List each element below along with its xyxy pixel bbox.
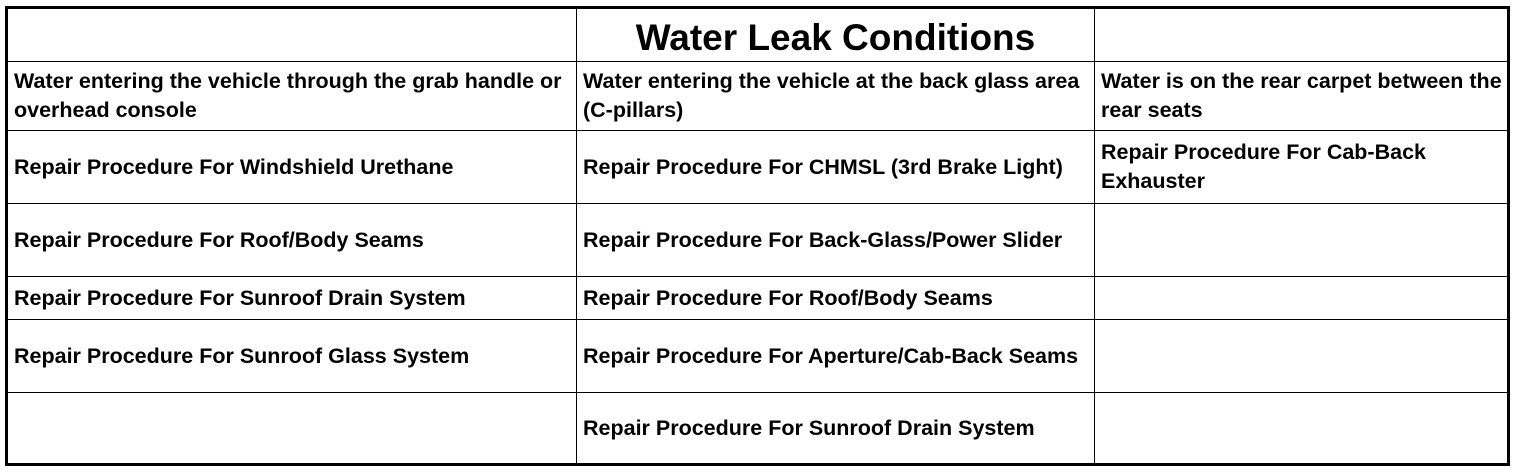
table-title: Water Leak Conditions	[577, 8, 1095, 62]
conditions-row	[7, 62, 1509, 131]
table-cell	[1095, 393, 1509, 465]
title-empty-cell-left	[7, 8, 577, 62]
table-cell: Repair Procedure For Roof/Body Seams	[577, 277, 1095, 320]
table-cell: Repair Procedure For Cab-Back Exhauster	[1095, 131, 1509, 204]
table-cell: Repair Procedure For Aperture/Cab-Back Seams	[577, 320, 1095, 393]
table-cell: Repair Procedure For Sunroof Glass System	[7, 320, 577, 393]
table-cell	[1095, 277, 1509, 320]
condition-grab-handle: Water entering the vehicle through the grab handle or overhead console	[7, 62, 577, 131]
table-cell: Repair Procedure For Sunroof Drain System	[7, 277, 577, 320]
condition-back-glass: Water entering the vehicle at the back glass area (C-pillars)	[577, 62, 1095, 131]
table-cell: Repair Procedure For Back-Glass/Power Slider	[577, 204, 1095, 277]
table-row	[7, 131, 1509, 204]
table-cell: Repair Procedure For Windshield Urethane	[7, 131, 577, 204]
title-empty-cell-right	[1095, 8, 1509, 62]
table-cell	[1095, 320, 1509, 393]
title-row	[7, 8, 1509, 62]
table-row	[7, 277, 1509, 320]
table-cell	[1095, 204, 1509, 277]
table-cell: Repair Procedure For Roof/Body Seams	[7, 204, 577, 277]
condition-rear-carpet: Water is on the rear carpet between the rear seats	[1095, 62, 1509, 131]
table-cell: Repair Procedure For CHMSL (3rd Brake Light)	[577, 131, 1095, 204]
table-row	[7, 393, 1509, 465]
table-cell	[7, 393, 577, 465]
table-row	[7, 204, 1509, 277]
table-cell: Repair Procedure For Sunroof Drain System	[577, 393, 1095, 465]
table-row	[7, 320, 1509, 393]
water-leak-conditions-table	[5, 6, 1510, 466]
